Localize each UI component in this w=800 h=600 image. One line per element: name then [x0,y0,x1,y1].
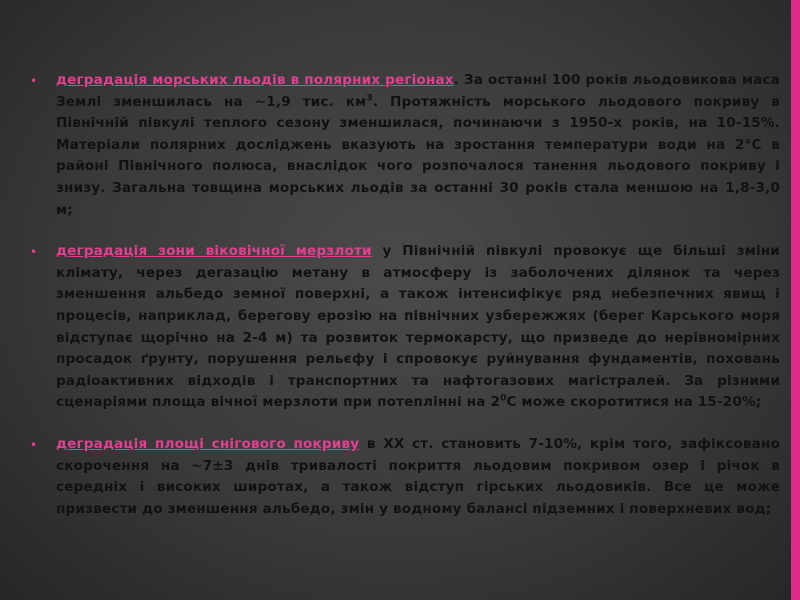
paragraph [56,70,780,221]
term-highlight: деградація площі снігового покриву [56,435,360,452]
paragraph [56,434,780,520]
accent-bar [791,0,800,600]
paragraph [56,241,780,414]
paragraph-text: . Протяжність морського льодового покриву в Північній півкулі теплого сезону зменшилася, починаючи з 1950-х років, на 10-15%. Матеріали полярних досліджень вказують на зростання температури води на 2°C в районі Північного полюса, внаслідок чого розпочалося танення льодового покриву і знизу. Загальна товщина морських льодів за останні 30 років стала меншою на 1,8-3,0 м; [56,93,781,218]
superscript: 3 [366,93,373,104]
term-highlight: деградація морських льодів в полярних регіонах [56,72,454,88]
paragraph-text: C може скоротитися на 15-20%; [506,394,762,411]
paragraph-text: в XX ст. становить 7-10%, крім того, зафіксовано скорочення на ~7±3 днів тривалості покриття льодовим покривом озер і річок в середніх і високих широтах, а також відступ гірських льодовиків. Все це може призвести до зменшення альбедо, змін у водному балансі підземних і поверхневих вод; [56,435,780,517]
paragraph-text: у Північній півкулі провокує ще більші зміни клімату, через дегазацію метану в атмосферу із заболочених ділянок та через зменшення альбедо земної поверхні, а також інтенсифікує ряд небезпечних явищ і процесів, наприклад, берегову ерозію на північних узбережжях (берег Карського моря відступає щорічно на 2-4 м) та розвиток термокарсту, що призведе до нерівномірних просадок ґрунту, порушення рельєфу і спровокує руйнування фундаментів, поховань радіоактивних відходів і транспортних та нафтогазових магістралей. За різними сценаріями площа вічної мерзлоти при потеплінні на 2 [56,243,780,411]
paragraph-text: . За останні 100 років льодовикова маса Землі зменшилась на ~1,9 тис. км [56,72,781,110]
bullet-icon: • [30,74,38,88]
term-highlight: деградація зони віковічної мерзлоти [56,243,372,260]
bullet-icon: • [30,245,38,260]
list-item-snow-cover [30,434,780,520]
bullet-list [30,70,780,540]
list-item-permafrost [30,241,780,414]
bullet-icon: • [30,437,38,452]
superscript: 0 [500,393,507,404]
list-item-sea-ice [30,70,780,221]
